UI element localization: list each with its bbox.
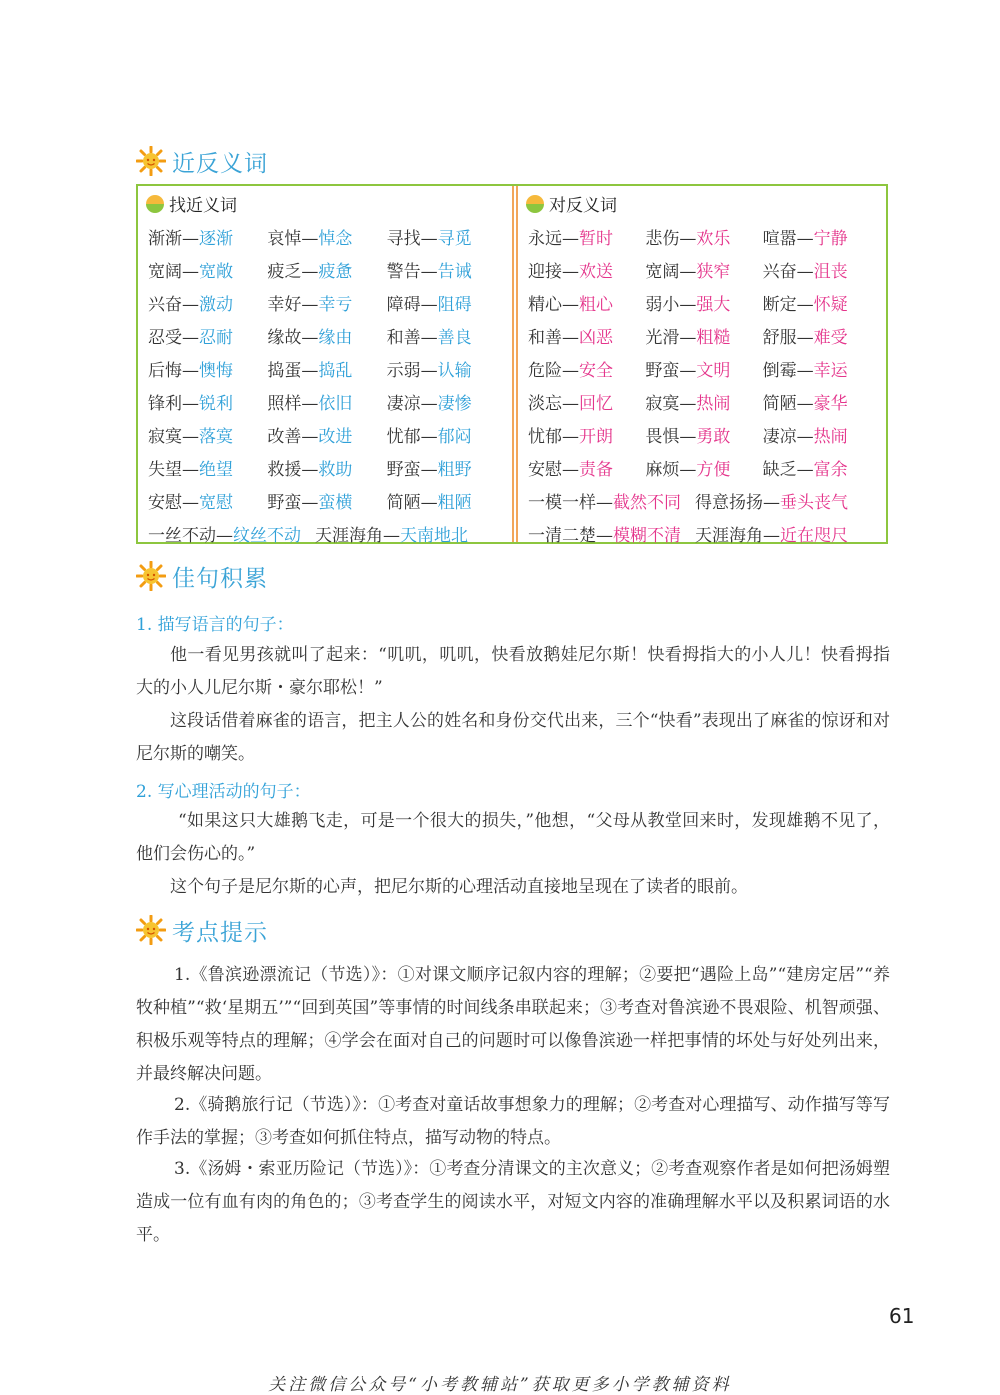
word-match: 方便 — [696, 460, 731, 480]
word-pair — [763, 290, 880, 315]
word-pair — [267, 257, 386, 282]
dash-separator: — — [182, 460, 199, 480]
dash-separator: — — [420, 394, 438, 414]
word-original: 和善 — [528, 328, 562, 348]
antonyms-grid — [528, 220, 880, 550]
dash-separator: — — [301, 460, 319, 480]
sun-icon — [136, 561, 166, 591]
word-pair — [148, 521, 301, 546]
word-pair-row — [528, 451, 880, 484]
word-pair — [148, 356, 267, 381]
word-pair — [695, 521, 848, 546]
dash-separator: — — [420, 361, 438, 381]
word-pair — [267, 290, 386, 315]
word-pair — [528, 488, 681, 513]
page-number: 61 — [889, 1304, 915, 1328]
word-original: 精心 — [528, 295, 562, 315]
word-original: 缺乏 — [762, 460, 797, 480]
word-pair — [387, 224, 506, 249]
dash-separator: — — [596, 526, 613, 546]
word-pair-row — [148, 253, 506, 286]
section-title: 近反义词 — [172, 150, 268, 177]
word-original: 宽阔 — [645, 262, 680, 282]
sentence-heading-1: 1. 描写语言的句子： — [136, 615, 294, 635]
dash-separator: — — [182, 361, 199, 381]
word-match: 欢送 — [579, 262, 613, 282]
word-original: 一模一样 — [528, 493, 596, 513]
word-match: 暂时 — [579, 229, 613, 249]
word-match: 捣乱 — [318, 361, 353, 381]
dash-separator: — — [383, 526, 400, 546]
dash-separator: — — [182, 394, 199, 414]
word-pair-row — [528, 253, 880, 286]
word-pair — [645, 290, 762, 315]
word-original: 光滑 — [645, 328, 680, 348]
word-original: 得意扬扬 — [695, 493, 763, 513]
word-match: 缘由 — [318, 328, 353, 348]
dash-separator: — — [420, 493, 438, 513]
word-pair — [387, 356, 506, 381]
word-pair-row — [148, 385, 506, 418]
word-original: 幸好 — [267, 295, 302, 315]
sun-icon — [136, 915, 166, 945]
word-original: 锋利 — [148, 394, 182, 414]
word-pair — [267, 224, 386, 249]
word-match: 怀疑 — [813, 295, 848, 315]
word-pair — [645, 389, 762, 414]
word-pair — [267, 323, 386, 348]
word-pair — [763, 224, 880, 249]
exam-tip-1: 1.《鲁滨逊漂流记（节选）》：①对课文顺序记叙内容的理解；②要把“遇险上岛”“建房定居”“养牧种植”“救‘星期五’”“回到英国”等事情的时间线条串联起来；③考查对鲁滨逊不畏艰险、机智顽强、积极乐观等特点的理解；④学会在面对自己的问题时可以像鲁滨逊一样把事情的坏处与好处列出来，并最终解决问题。 — [136, 965, 890, 1084]
synonyms-grid — [148, 220, 506, 550]
word-match: 开朗 — [579, 427, 613, 447]
sentence-analysis-2: 这个句子是尼尔斯的心声，把尼尔斯的心理活动直接地呈现在了读者的眼前。 — [170, 877, 748, 897]
word-match: 逐渐 — [199, 229, 233, 249]
word-original: 一清二楚 — [528, 526, 596, 546]
word-pair — [148, 290, 267, 315]
dash-separator: — — [420, 295, 438, 315]
word-match: 幸亏 — [318, 295, 353, 315]
dash-separator: — — [562, 460, 579, 480]
footer-note: 关注微信公众号“小考教辅站”获取更多小学教辅资料 — [268, 1375, 732, 1395]
word-match: 忍耐 — [199, 328, 233, 348]
dash-separator: — — [796, 295, 814, 315]
word-match: 豪华 — [813, 394, 848, 414]
word-original: 安慰 — [528, 460, 562, 480]
word-pair — [528, 389, 645, 414]
word-match: 热闹 — [696, 394, 731, 414]
word-pair-row — [148, 319, 506, 352]
synonyms-panel-title — [146, 191, 237, 216]
word-original: 悲伤 — [645, 229, 680, 249]
word-original: 弱小 — [645, 295, 680, 315]
word-pair — [148, 224, 267, 249]
sentence-quote-2: “如果这只大雄鹅飞走，可是一个很大的损失，”他想，“父母从教堂回来时，发现雄鹅不见了，他们会伤心的。” — [136, 811, 890, 864]
word-original: 永远 — [528, 229, 562, 249]
dash-separator: — — [796, 229, 814, 249]
dash-separator: — — [679, 229, 697, 249]
word-match: 郁闷 — [437, 427, 472, 447]
sun-icon — [136, 146, 166, 176]
word-match: 粗糙 — [696, 328, 731, 348]
exam-tip-2: 2.《骑鹅旅行记（节选）》：①考查对童话故事想象力的理解；②考查对心理描写、动作描写等写作手法的掌握；③考查如何抓住特点，描写动物的特点。 — [136, 1095, 890, 1148]
word-pair-row — [148, 352, 506, 385]
word-match: 回忆 — [579, 394, 613, 414]
word-pair — [148, 389, 267, 414]
word-pair — [148, 323, 267, 348]
word-pair — [387, 323, 506, 348]
word-original: 渐渐 — [148, 229, 182, 249]
dash-separator: — — [796, 328, 814, 348]
word-match: 粗野 — [437, 460, 472, 480]
word-match: 垂头丧气 — [780, 493, 848, 513]
word-pair — [763, 356, 880, 381]
word-original: 天涯海角 — [315, 526, 383, 546]
word-pair — [267, 389, 386, 414]
word-pair — [387, 389, 506, 414]
synonyms-title-text: 找近义词 — [169, 196, 237, 216]
sentence-quote-1: 他一看见男孩就叫了起来：“叽叽，叽叽，快看放鹅娃尼尔斯！快看拇指大的小人儿！快看拇指大的小人儿尼尔斯・豪尔耶松！” — [136, 645, 890, 698]
word-pair — [528, 356, 645, 381]
dash-separator: — — [562, 328, 579, 348]
word-pair-row — [528, 385, 880, 418]
dash-separator: — — [562, 427, 579, 447]
dash-separator: — — [679, 427, 697, 447]
word-original: 照样 — [267, 394, 302, 414]
word-original: 喧嚣 — [762, 229, 797, 249]
word-match: 善良 — [437, 328, 472, 348]
word-match: 救助 — [318, 460, 353, 480]
dash-separator: — — [796, 394, 814, 414]
word-match: 蛮横 — [318, 493, 353, 513]
word-match: 热闹 — [813, 427, 848, 447]
word-match: 安全 — [579, 361, 613, 381]
word-original: 一丝不动 — [148, 526, 216, 546]
word-original: 寂寞 — [645, 394, 680, 414]
word-original: 寂寞 — [148, 427, 182, 447]
word-pair — [528, 521, 681, 546]
word-match: 模糊不清 — [613, 526, 681, 546]
word-original: 断定 — [762, 295, 797, 315]
word-pair-row — [528, 352, 880, 385]
word-pair-row — [528, 517, 880, 550]
synonyms-panel — [138, 186, 512, 546]
word-original: 捣蛋 — [267, 361, 302, 381]
word-original: 忍受 — [148, 328, 182, 348]
word-match: 依旧 — [318, 394, 353, 414]
word-original: 忧郁 — [386, 427, 421, 447]
word-match: 天南地北 — [400, 526, 468, 546]
dash-separator: — — [301, 295, 319, 315]
circle-icon — [146, 195, 164, 213]
word-pair — [267, 455, 386, 480]
word-pair — [148, 488, 267, 513]
word-pair-row — [148, 484, 506, 517]
word-match: 幸运 — [813, 361, 848, 381]
sentence-heading-2: 2. 写心理活动的句子： — [136, 782, 311, 802]
dash-separator: — — [301, 328, 319, 348]
dash-separator: — — [182, 229, 199, 249]
word-original: 畏惧 — [645, 427, 680, 447]
word-pair — [763, 455, 880, 480]
antonyms-panel-title — [526, 191, 617, 216]
dash-separator: — — [796, 262, 814, 282]
dash-separator: — — [420, 229, 438, 249]
dash-separator: — — [679, 262, 697, 282]
word-match: 欢乐 — [696, 229, 731, 249]
word-match: 责备 — [579, 460, 613, 480]
word-pair-row — [148, 286, 506, 319]
dash-separator: — — [182, 427, 199, 447]
word-original: 野蛮 — [386, 460, 421, 480]
word-pair-row — [528, 220, 880, 253]
word-match: 截然不同 — [613, 493, 681, 513]
word-match: 宽敞 — [199, 262, 233, 282]
word-match: 难受 — [813, 328, 848, 348]
word-pair — [645, 422, 762, 447]
word-pair — [763, 257, 880, 282]
word-pair — [763, 422, 880, 447]
word-match: 告诫 — [437, 262, 472, 282]
dash-separator: — — [182, 295, 199, 315]
word-pair — [387, 488, 506, 513]
word-original: 障碍 — [386, 295, 421, 315]
word-pair — [645, 455, 762, 480]
word-pair — [763, 323, 880, 348]
dash-separator: — — [796, 427, 814, 447]
word-match: 阻碍 — [437, 295, 472, 315]
word-match: 纹丝不动 — [233, 526, 301, 546]
word-original: 寻找 — [386, 229, 421, 249]
dash-separator: — — [182, 262, 199, 282]
dash-separator: — — [796, 361, 814, 381]
word-pair-row — [528, 484, 880, 517]
word-match: 悼念 — [318, 229, 353, 249]
section-title: 考点提示 — [172, 919, 268, 946]
dash-separator: — — [596, 493, 613, 513]
word-original: 兴奋 — [762, 262, 797, 282]
word-pair — [148, 455, 267, 480]
dash-separator: — — [562, 262, 579, 282]
section-header-good-sentences — [136, 559, 268, 593]
dash-separator: — — [420, 262, 438, 282]
word-pair — [528, 422, 645, 447]
word-pair — [387, 422, 506, 447]
section-header-synonyms-antonyms — [136, 144, 268, 178]
word-match: 认输 — [437, 361, 472, 381]
word-pair — [387, 257, 506, 282]
dash-separator: — — [301, 262, 319, 282]
dash-separator: — — [182, 493, 199, 513]
word-original: 示弱 — [386, 361, 421, 381]
dash-separator: — — [679, 295, 697, 315]
dash-separator: — — [679, 460, 697, 480]
dash-separator: — — [182, 328, 199, 348]
word-match: 狭窄 — [696, 262, 731, 282]
dash-separator: — — [679, 328, 697, 348]
word-pair — [763, 389, 880, 414]
word-match: 改进 — [318, 427, 353, 447]
word-pair — [528, 257, 645, 282]
dash-separator: — — [420, 460, 438, 480]
word-original: 救援 — [267, 460, 302, 480]
circle-icon — [526, 195, 544, 213]
dash-separator: — — [679, 394, 697, 414]
word-original: 舒服 — [762, 328, 797, 348]
word-original: 哀悼 — [267, 229, 302, 249]
word-pair — [645, 356, 762, 381]
word-original: 疲乏 — [267, 262, 302, 282]
dash-separator: — — [763, 526, 780, 546]
dash-separator: — — [301, 427, 319, 447]
word-original: 安慰 — [148, 493, 182, 513]
word-original: 后悔 — [148, 361, 182, 381]
word-match: 寻觅 — [437, 229, 472, 249]
exam-tip-3: 3.《汤姆・索亚历险记（节选）》：①考查分清课文的主次意义；②考查观察作者是如何把汤姆塑造成一位有血有肉的角色的；③考查学生的阅读水平，对短文内容的准确理解水平以及积累词语的水平。 — [136, 1159, 890, 1245]
word-match: 勇敢 — [696, 427, 731, 447]
word-original: 失望 — [148, 460, 182, 480]
dash-separator: — — [796, 460, 814, 480]
word-original: 危险 — [528, 361, 562, 381]
word-pair — [315, 521, 468, 546]
dash-separator: — — [301, 361, 319, 381]
word-original: 凄凉 — [762, 427, 797, 447]
word-pair — [267, 356, 386, 381]
antonyms-panel — [518, 186, 886, 546]
word-pair — [528, 224, 645, 249]
dash-separator: — — [562, 295, 579, 315]
word-original: 倒霉 — [762, 361, 797, 381]
word-pair-row — [528, 319, 880, 352]
sentence-analysis-1: 这段话借着麻雀的语言，把主人公的姓名和身份交代出来，三个“快看”表现出了麻雀的惊讶和对尼尔斯的嘲笑。 — [136, 711, 890, 764]
dash-separator: — — [562, 394, 579, 414]
word-original: 麻烦 — [645, 460, 680, 480]
word-original: 凄凉 — [386, 394, 421, 414]
word-original: 迎接 — [528, 262, 562, 282]
word-original: 兴奋 — [148, 295, 182, 315]
section-title: 佳句积累 — [172, 565, 268, 592]
word-pair — [645, 257, 762, 282]
word-pair — [267, 488, 386, 513]
word-pair-row — [148, 517, 506, 550]
word-match: 凄惨 — [437, 394, 472, 414]
word-match: 锐利 — [199, 394, 233, 414]
word-pair — [528, 290, 645, 315]
dash-separator: — — [301, 229, 319, 249]
dash-separator: — — [420, 427, 438, 447]
word-original: 简陋 — [762, 394, 797, 414]
word-original: 天涯海角 — [695, 526, 763, 546]
word-original: 和善 — [386, 328, 421, 348]
dash-separator: — — [301, 394, 319, 414]
word-pair — [148, 422, 267, 447]
antonyms-title-text: 对反义词 — [549, 196, 617, 216]
word-match: 落寞 — [199, 427, 233, 447]
dash-separator: — — [420, 328, 438, 348]
dash-separator: — — [679, 361, 697, 381]
word-pair — [148, 257, 267, 282]
word-match: 懊悔 — [199, 361, 233, 381]
word-match: 文明 — [696, 361, 731, 381]
word-match: 凶恶 — [579, 328, 613, 348]
word-pair — [387, 290, 506, 315]
word-pair — [695, 488, 848, 513]
word-original: 野蛮 — [645, 361, 680, 381]
word-match: 近在咫尺 — [780, 526, 848, 546]
word-pair — [528, 323, 645, 348]
word-original: 忧郁 — [528, 427, 562, 447]
vocab-table — [136, 184, 888, 544]
word-pair — [387, 455, 506, 480]
word-pair-row — [528, 286, 880, 319]
dash-separator: — — [216, 526, 233, 546]
word-pair-row — [148, 418, 506, 451]
word-original: 缘故 — [267, 328, 302, 348]
dash-separator: — — [562, 229, 579, 249]
word-original: 警告 — [386, 262, 421, 282]
dash-separator: — — [763, 493, 780, 513]
word-original: 简陋 — [386, 493, 421, 513]
word-original: 野蛮 — [267, 493, 302, 513]
word-match: 强大 — [696, 295, 731, 315]
word-match: 绝望 — [199, 460, 233, 480]
word-original: 宽阔 — [148, 262, 182, 282]
word-pair — [645, 224, 762, 249]
word-pair-row — [148, 220, 506, 253]
word-pair — [267, 422, 386, 447]
word-match: 粗心 — [579, 295, 613, 315]
word-match: 疲惫 — [318, 262, 353, 282]
word-original: 淡忘 — [528, 394, 562, 414]
word-match: 宽慰 — [199, 493, 233, 513]
dash-separator: — — [562, 361, 579, 381]
word-match: 粗陋 — [437, 493, 472, 513]
word-original: 改善 — [267, 427, 302, 447]
word-pair-row — [528, 418, 880, 451]
word-match: 富余 — [813, 460, 848, 480]
section-header-exam-tips — [136, 913, 268, 947]
word-match: 沮丧 — [813, 262, 848, 282]
word-match: 激动 — [199, 295, 233, 315]
word-pair — [528, 455, 645, 480]
dash-separator: — — [301, 493, 319, 513]
word-pair-row — [148, 451, 506, 484]
word-match: 宁静 — [813, 229, 848, 249]
word-pair — [645, 323, 762, 348]
